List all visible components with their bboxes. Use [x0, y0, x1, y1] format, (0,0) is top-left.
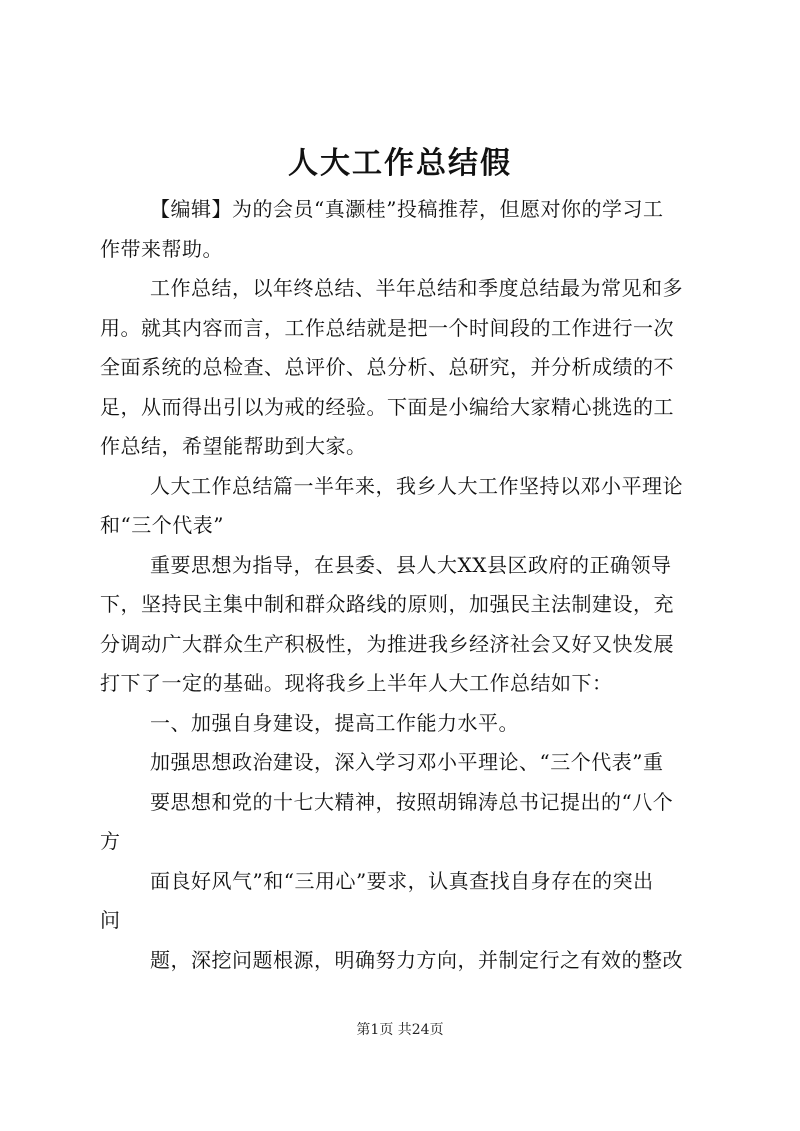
body-line: 方: [100, 829, 121, 853]
body-line: 人大工作总结篇一半年来，我乡人大工作坚持以邓小平理论: [150, 473, 683, 498]
page-footer: 第1页 共24页: [356, 1022, 444, 1038]
body-line: 重要思想为指导，在县委、县人大XX县区政府的正确领导: [150, 552, 672, 577]
body-line: 全面系统的总检查、总评价、总分析、总研究，并分析成绩的不: [100, 355, 674, 379]
document-title: 人大工作总结假: [288, 146, 512, 181]
body-line: 作总结，希望能帮助到大家。: [100, 434, 367, 458]
body-line: 加强思想政治建设，深入学习邓小平理论、“三个代表”重: [150, 750, 664, 774]
body-line: 和“三个代表”: [100, 513, 224, 537]
body-line: 题，深挖问题根源，明确努力方向，并制定行之有效的整改: [150, 947, 683, 972]
body-line: 足，从而得出引以为戒的经验。下面是小编给大家精心挑选的工: [100, 394, 674, 419]
body-line: 打下了一定的基础。现将我乡上半年人大工作总结如下：: [100, 671, 613, 695]
body-line: 作带来帮助。: [100, 236, 223, 261]
body-line: 一、加强自身建设，提高工作能力水平。: [150, 710, 519, 735]
body-line: 问: [100, 908, 121, 932]
body-line: 面良好风气”和“三用心”要求，认真查找自身存在的突出: [150, 868, 654, 893]
body-line: 下，坚持民主集中制和群众路线的原则，加强民主法制建设，充: [100, 592, 674, 616]
body-line: 分调动广大群众生产积极性，为推进我乡经济社会又好又快发展: [100, 631, 674, 656]
body-line: 要思想和党的十七大精神，按照胡锦涛总书记提出的“八个: [150, 789, 674, 814]
body-line: 工作总结，以年终总结、半年总结和季度总结最为常见和多: [150, 276, 683, 300]
body-line: 用。就其内容而言，工作总结就是把一个时间段的工作进行一次: [100, 315, 674, 340]
body-line: 【编辑】为的会员“真灏桂”投稿推荐，但愿对你的学习工: [150, 197, 664, 221]
document-body: [100, 190, 700, 980]
